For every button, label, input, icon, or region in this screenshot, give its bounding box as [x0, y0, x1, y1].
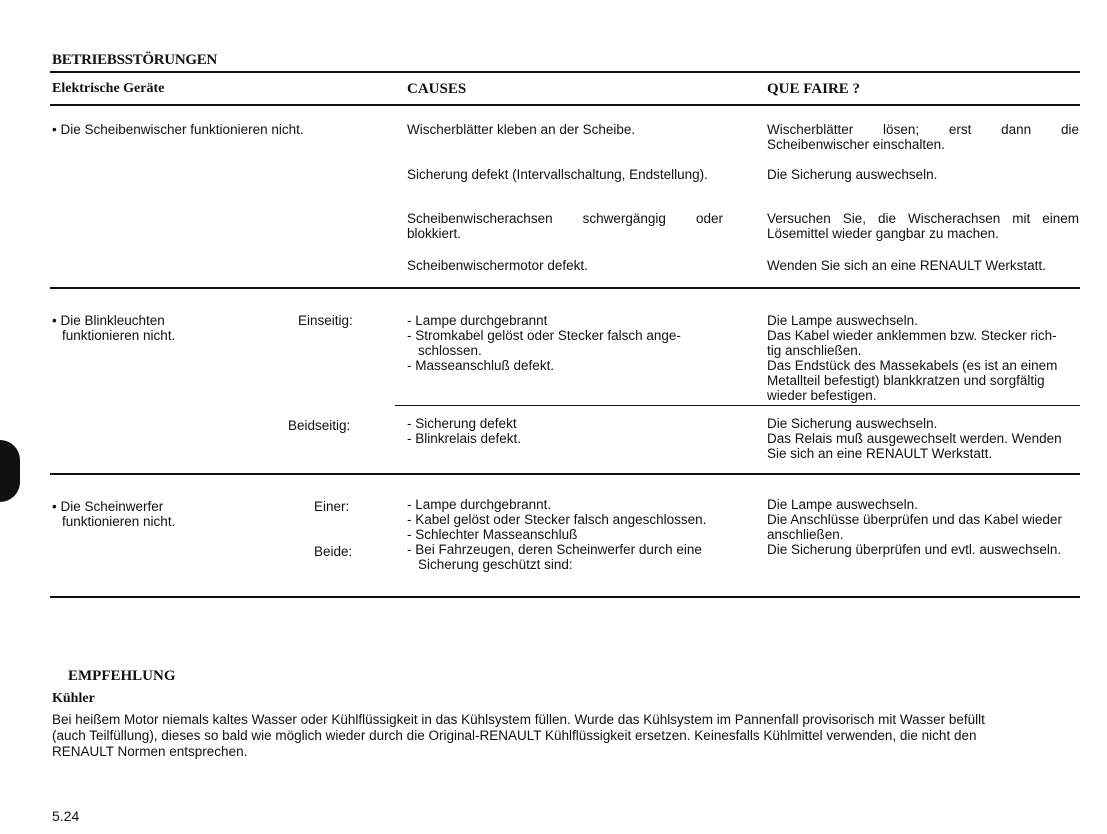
remedy-item: Sie sich an eine RENAULT Werkstatt. [767, 446, 993, 461]
cause-item: - Lampe durchgebrannt [407, 313, 727, 328]
remedy-row: Wenden Sie sich an eine RENAULT Werkstatt. [767, 258, 1046, 273]
symptom-headlights [52, 499, 175, 529]
page-number: 5.24 [52, 808, 80, 824]
cause-item: - Kabel gelöst oder Stecker falsch angeschlossen. [407, 512, 727, 527]
cause-item: - Blinkrelais defekt. [407, 431, 727, 446]
remedy-list [767, 313, 1079, 403]
cause-item: Sicherung geschützt sind: [418, 557, 573, 572]
label-one: Einer: [314, 499, 350, 514]
cause-list [407, 497, 727, 572]
label-both: Beide: [314, 544, 353, 559]
remedy-item: Metallteil befestigt) blankkratzen und sorgfältig [767, 373, 1045, 388]
symptom-line: • Die Blinkleuchten [52, 313, 165, 328]
block-rule [50, 473, 1080, 475]
text-line: Bei heißem Motor niemals kaltes Wasser oder Kühlflüssigkeit in das Kühlsystem füllen. Wurde das Kühlsystem im Pannenfall provisorisch mit Wasser befüllt [52, 712, 985, 727]
sub-rule [395, 405, 1080, 406]
header-rule [50, 104, 1080, 106]
causes-header: CAUSES [407, 81, 467, 97]
cause-row: Wischerblätter kleben an der Scheibe. [407, 122, 636, 137]
remedy-item: tig anschließen. [767, 343, 862, 358]
cause-list [407, 416, 727, 446]
remedy-item: Die Sicherung auswechseln. [767, 416, 938, 431]
remedy-row: Die Sicherung auswechseln. [767, 167, 938, 182]
page-edge-tab [0, 440, 20, 502]
category-header: Elektrische Geräte [52, 81, 165, 96]
remedy-item: Die Lampe auswechseln. [767, 313, 918, 328]
label-one-side: Einseitig: [298, 313, 353, 328]
remedy-header: QUE FAIRE ? [767, 81, 861, 97]
text-line: (auch Teilfüllung), dieses so bald wie möglich wieder durch die Original-RENAULT Kühlflüssigkeit ersetzen. Keinesfalls Kühlmittel verwenden, die nicht den [52, 728, 977, 743]
label-both-sides: Beidseitig: [288, 418, 351, 433]
remedy-item: Die Sicherung überprüfen und evtl. auswechseln. [767, 542, 1062, 557]
cause-item: - Stromkabel gelöst oder Stecker falsch ange- [407, 328, 727, 343]
text-line: RENAULT Normen entsprechen. [52, 744, 248, 759]
remedy-list [767, 497, 1079, 557]
cause-row: Sicherung defekt (Intervallschaltung, Endstellung). [407, 167, 708, 182]
title-rule [50, 71, 1080, 73]
remedy-item: Die Lampe auswechseln. [767, 497, 918, 512]
symptom-line: funktionieren nicht. [62, 514, 176, 529]
cause-item: - Bei Fahrzeugen, deren Scheinwerfer durch eine [407, 542, 727, 557]
symptom-wipers: • Die Scheibenwischer funktionieren nicht. [52, 122, 304, 137]
symptom-turn-signals [52, 313, 175, 343]
remedy-item: Die Anschlüsse überprüfen und das Kabel wieder [767, 512, 1062, 527]
cause-item: - Lampe durchgebrannt. [407, 497, 727, 512]
symptom-line: • Die Scheinwerfer [52, 499, 164, 514]
cause-item: schlossen. [418, 343, 482, 358]
remedy-item: anschließen. [767, 527, 844, 542]
recommendation-subtitle: Kühler [52, 691, 95, 706]
cause-item: - Schlechter Masseanschluß [407, 527, 727, 542]
block-rule [50, 287, 1080, 289]
remedy-item: wieder befestigen. [767, 388, 877, 403]
section-title: BETRIEBSSTÖRUNGEN [52, 52, 217, 68]
cause-row: Scheibenwischermotor defekt. [407, 258, 588, 273]
recommendation-text [52, 712, 1082, 760]
symptom-line: funktionieren nicht. [62, 328, 176, 343]
remedy-row: Wischerblätter lösen; erst dann die Scheibenwischer einschalten. [767, 122, 1079, 152]
remedy-item: Das Endstück des Massekabels (es ist an einem [767, 358, 1058, 373]
remedy-item: Das Relais muß ausgewechselt werden. Wenden [767, 431, 1062, 446]
cause-item: - Sicherung defekt [407, 416, 727, 431]
cause-row: Scheibenwischerachsen schwergängig oder blokkiert. [407, 211, 723, 241]
remedy-list [767, 416, 1079, 461]
recommendation-title: EMPFEHLUNG [68, 668, 176, 684]
cause-list [407, 313, 727, 373]
block-rule [50, 596, 1080, 598]
remedy-item: Das Kabel wieder anklemmen bzw. Stecker rich- [767, 328, 1057, 343]
remedy-row: Versuchen Sie, die Wischerachsen mit einem Lösemittel wieder gangbar zu machen. [767, 211, 1079, 241]
cause-item: - Masseanschluß defekt. [407, 358, 727, 373]
